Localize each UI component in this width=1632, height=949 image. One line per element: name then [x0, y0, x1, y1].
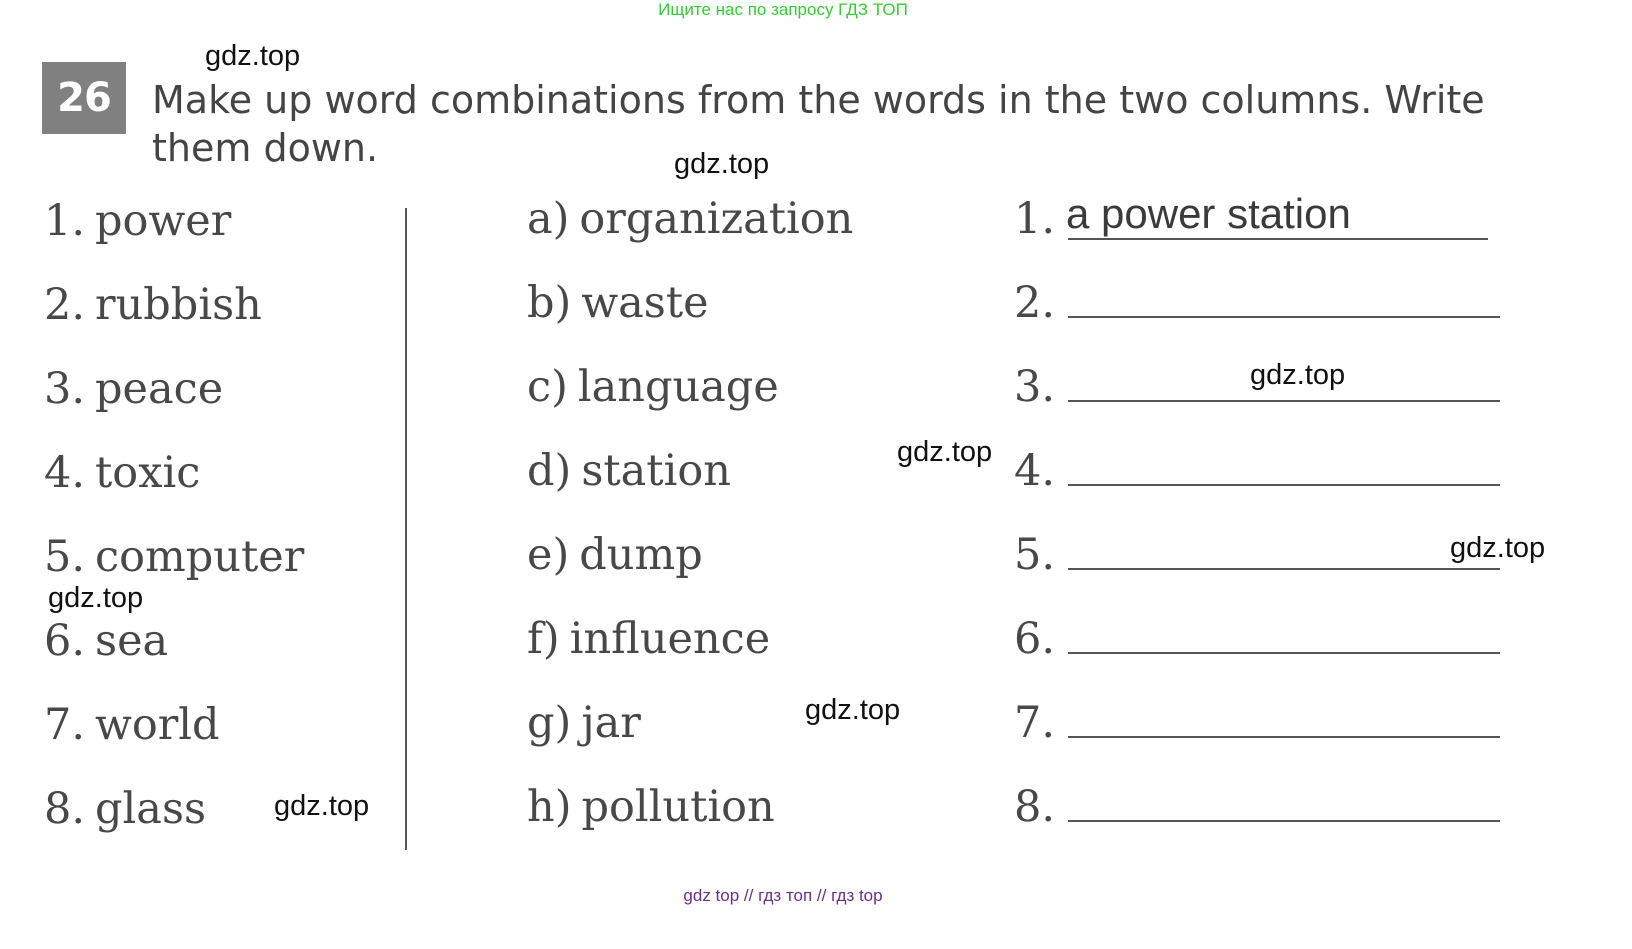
left-item-4 — [44, 448, 200, 498]
right-item-word: waste — [581, 278, 709, 328]
right-item-word: jar — [581, 698, 641, 748]
answer-line-7[interactable] — [1068, 736, 1500, 738]
answer-line-1[interactable] — [1068, 238, 1488, 240]
answer-line-6[interactable] — [1068, 652, 1500, 654]
watermark: gdz.top — [274, 790, 370, 822]
answer-number-5: 5. — [1014, 530, 1056, 580]
watermark: gdz.top — [897, 436, 993, 468]
watermark: gdz.top — [1250, 359, 1346, 391]
answer-number-4: 4. — [1014, 446, 1056, 496]
left-item-word: computer — [95, 532, 305, 582]
right-item-a — [527, 194, 853, 244]
left-item-number: 1. — [44, 196, 86, 246]
search-hint-link[interactable]: Ищите нас по запросу ГДЗ ТОП — [658, 0, 908, 19]
left-item-2 — [44, 280, 262, 330]
answer-number-8: 8. — [1014, 782, 1056, 832]
right-item-b — [527, 278, 709, 328]
left-item-number: 8. — [44, 784, 86, 834]
right-item-f — [527, 614, 770, 664]
answer-number-7: 7. — [1014, 698, 1056, 748]
left-item-number: 2. — [44, 280, 86, 330]
left-item-number: 7. — [44, 700, 86, 750]
left-item-number: 5. — [44, 532, 86, 582]
left-item-word: world — [95, 700, 220, 750]
right-item-word: language — [577, 362, 779, 412]
column-divider — [405, 208, 407, 850]
right-item-word: influence — [569, 614, 771, 664]
answer-number-6: 6. — [1014, 614, 1056, 664]
left-item-number: 6. — [44, 616, 86, 666]
right-item-g — [527, 698, 641, 748]
left-item-number: 3. — [44, 364, 86, 414]
right-item-letter: a) — [527, 194, 570, 244]
left-item-7 — [44, 700, 220, 750]
answer-line-4[interactable] — [1068, 484, 1500, 486]
answer-number-2: 2. — [1014, 278, 1056, 328]
right-item-e — [527, 530, 703, 580]
watermark: gdz.top — [1450, 532, 1546, 564]
watermark: gdz.top — [205, 40, 301, 72]
right-item-c — [527, 362, 779, 412]
left-item-1 — [44, 196, 231, 246]
right-item-letter: f) — [527, 614, 560, 664]
left-item-word: peace — [95, 364, 224, 414]
left-item-word: rubbish — [95, 280, 262, 330]
right-item-word: pollution — [581, 782, 775, 832]
answer-number-3: 3. — [1014, 362, 1056, 412]
right-item-h — [527, 782, 775, 832]
left-item-word: sea — [95, 616, 169, 666]
left-item-word: power — [95, 196, 232, 246]
right-item-letter: g) — [527, 698, 572, 748]
left-item-word: glass — [95, 784, 207, 834]
left-item-word: toxic — [95, 448, 201, 498]
left-item-3 — [44, 364, 223, 414]
watermark: gdz.top — [48, 582, 144, 614]
right-item-word: dump — [579, 530, 703, 580]
answer-line-8[interactable] — [1068, 820, 1500, 822]
right-item-word: organization — [579, 194, 854, 244]
right-item-letter: d) — [527, 446, 572, 496]
answer-line-5[interactable] — [1068, 568, 1500, 570]
exercise-number-badge: 26 — [42, 62, 126, 134]
watermark: gdz.top — [805, 694, 901, 726]
right-item-d — [527, 446, 731, 496]
right-item-letter: b) — [527, 278, 572, 328]
left-item-number: 4. — [44, 448, 86, 498]
left-item-6 — [44, 616, 168, 666]
right-item-letter: c) — [527, 362, 568, 412]
footer-links[interactable]: gdz top // гдз топ // гдз top — [683, 886, 883, 905]
answer-number-1: 1. — [1014, 194, 1056, 244]
right-item-word: station — [581, 446, 731, 496]
watermark: gdz.top — [674, 148, 770, 180]
answer-text-1: a power station — [1066, 190, 1351, 237]
answer-line-3[interactable] — [1068, 400, 1500, 402]
left-item-5 — [44, 532, 304, 582]
left-item-8 — [44, 784, 206, 834]
answer-line-2[interactable] — [1068, 316, 1500, 318]
right-item-letter: e) — [527, 530, 570, 580]
exercise-instruction: Make up word combinations from the words in the two columns. Write them down. — [152, 78, 1485, 170]
right-item-letter: h) — [527, 782, 572, 832]
